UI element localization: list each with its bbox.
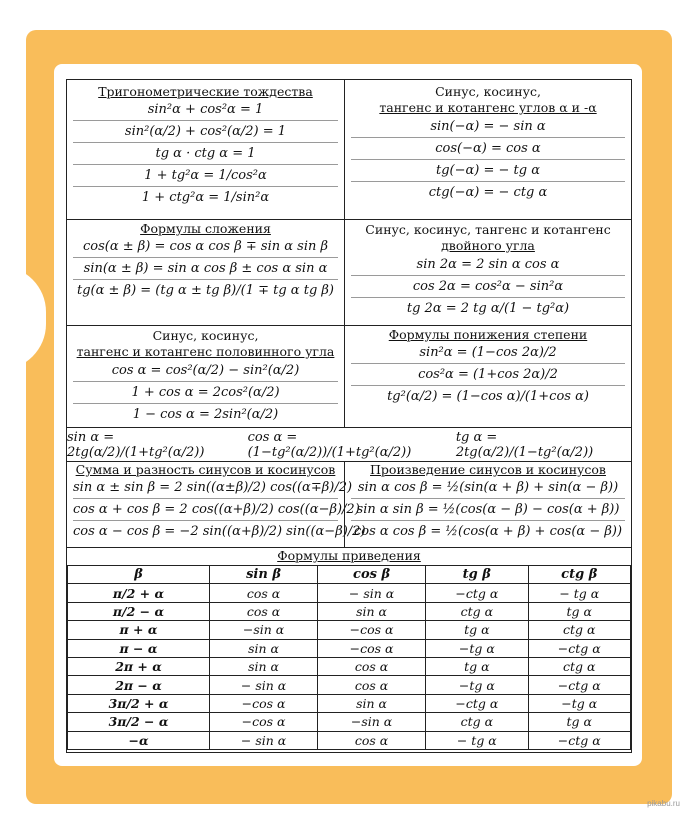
reduction-value-cell: ctg α [528,657,630,675]
reduction-value-cell: − tg α [426,731,528,749]
identities-formula: sin²α + cos²α = 1 [73,99,338,121]
identities-section [67,80,344,220]
table-row [68,694,631,712]
table-row [68,584,631,602]
sums-formula: cos α + cos β = 2 cos((α+β)/2) cos((α−β)/2) [73,499,338,521]
sums-formula: sin α ± sin β = 2 sin((α±β)/2) cos((α∓β)/2) [73,477,338,499]
products-formula: cos α cos β = ½(cos(α + β) + cos(α − β)) [353,524,623,539]
formula-sheet [66,79,632,753]
table-row [68,639,631,657]
reduction-value-cell: −ctg α [426,694,528,712]
tan-half-tg: tg α = 2tg(α/2)/(1−tg²(α/2)) [455,429,594,460]
reduction-value-cell: −ctg α [426,584,528,602]
reduction-title: Формулы приведения [277,548,421,563]
half-list [67,360,344,425]
reduction-value-cell: −tg α [528,694,630,712]
table-row [68,602,631,620]
reduction-value-cell: −ctg α [528,639,630,657]
power-list [345,342,631,407]
reduction-angle-cell: 3π/2 + α [68,694,210,712]
reduction-header-cell: ctg β [528,566,630,584]
power-formula: cos²α = (1+cos 2α)/2 [351,364,625,386]
reduction-value-cell: tg α [426,657,528,675]
power-formula: sin²α = (1−cos 2α)/2 [351,342,625,364]
power-title: Формулы понижения степени [388,327,588,342]
reduction-value-cell: sin α [318,694,426,712]
reduction-value-cell: −sin α [318,713,426,731]
table-row [68,621,631,639]
reduction-value-cell: − sin α [318,584,426,602]
negative-formula: sin(−α) = − sin α [351,116,625,138]
reduction-value-cell: −cos α [210,694,318,712]
sums-list [67,477,366,542]
sums-section [67,462,366,548]
reduction-value-cell: −tg α [426,676,528,694]
reduction-value-cell: cos α [318,676,426,694]
double-title-2: двойного угла [441,238,535,253]
reduction-table [67,565,631,750]
double-list [345,254,631,319]
identities-formula: tg α · ctg α = 1 [73,143,338,165]
reduction-angle-cell: 2π − α [68,676,210,694]
addition-formula: cos(α ± β) = cos α cos β ∓ sin α sin β [73,236,338,258]
reduction-value-cell: −ctg α [528,731,630,749]
reduction-value-cell: −ctg α [528,676,630,694]
reduction-value-cell: −tg α [426,639,528,657]
reduction-header-cell: β [68,566,210,584]
reduction-value-cell: cos α [210,584,318,602]
reduction-value-cell: tg α [528,602,630,620]
products-formula: sin α cos β = ½(sin(α + β) + sin(α − β)) [351,477,625,499]
products-title: Произведение синусов и косинусов [370,462,606,477]
reduction-value-cell: − sin α [210,731,318,749]
half-formula: cos α = cos²(α/2) − sin²(α/2) [73,360,338,382]
addition-list [67,236,344,301]
half-formula: 1 + cos α = 2cos²(α/2) [73,382,338,404]
double-formula: cos 2α = cos²α − sin²α [351,276,625,298]
negative-angle-section [344,80,631,220]
sums-title: Сумма и разность синусов и косинусов [75,462,336,477]
reduction-value-cell: tg α [528,713,630,731]
reduction-angle-cell: π/2 + α [68,584,210,602]
negative-title-1: Синус, косинус, [435,84,541,99]
half-title-1: Синус, косинус, [152,328,259,343]
reduction-value-cell: tg α [426,621,528,639]
double-angle-section [344,220,631,326]
reduction-value-cell: cos α [318,731,426,749]
reduction-value-cell: −sin α [210,621,318,639]
table-row [68,713,631,731]
double-formula: tg 2α = 2 tg α/(1 − tg²α) [406,301,570,316]
tan-half-sin: sin α = 2tg(α/2)/(1+tg²(α/2)) [67,429,205,460]
double-title-1: Синус, косинус, тангенс и котангенс [365,222,611,237]
table-row [68,676,631,694]
products-formula: sin α sin β = ½(cos(α − β) − cos(α + β)) [351,499,625,521]
reduction-value-cell: −cos α [210,713,318,731]
addition-title: Формулы сложения [140,221,271,236]
negative-formula: cos(−α) = cos α [351,138,625,160]
reduction-angle-cell: 2π + α [68,657,210,675]
sums-formula: cos α − cos β = −2 sin((α+β)/2) sin((α−β)/2) [73,524,366,539]
identities-list [67,99,344,208]
reduction-value-cell: −cos α [318,621,426,639]
tan-half-section [67,428,631,462]
identities-formula: 1 + ctg²α = 1/sin²α [141,190,270,205]
double-formula: sin 2α = 2 sin α cos α [351,254,625,276]
reduction-angle-cell: π/2 − α [68,602,210,620]
reduction-value-cell: sin α [318,602,426,620]
reduction-value-cell: −cos α [318,639,426,657]
addition-formula: sin(α ± β) = sin α cos β ± cos α sin α [73,258,338,280]
reduction-angle-cell: π − α [68,639,210,657]
reduction-value-cell: ctg α [528,621,630,639]
reduction-value-cell: cos α [318,657,426,675]
reduction-header-cell: tg β [426,566,528,584]
addition-formula: tg(α ± β) = (tg α ± tg β)/(1 ∓ tg α tg β) [77,283,334,298]
table-row [68,731,631,749]
identities-formula: 1 + tg²α = 1/cos²α [73,165,338,187]
power-formula: tg²(α/2) = (1−cos α)/(1+cos α) [387,389,589,404]
identities-formula: sin²(α/2) + cos²(α/2) = 1 [73,121,338,143]
products-list [345,477,631,542]
reduction-angle-cell: 3π/2 − α [68,713,210,731]
table-row [68,657,631,675]
reduction-value-cell: sin α [210,639,318,657]
half-angle-section [67,326,344,428]
half-formula: 1 − cos α = 2sin²(α/2) [132,407,279,422]
reduction-value-cell: cos α [210,602,318,620]
negative-formula: tg(−α) = − tg α [351,160,625,182]
reduction-value-cell: − tg α [528,584,630,602]
reduction-value-cell: sin α [210,657,318,675]
identities-title: Тригонометрические тождества [98,84,313,99]
half-title-2: тангенс и котангенс половинного угла [76,344,335,359]
products-section [344,462,631,548]
reduction-value-cell: ctg α [426,713,528,731]
negative-title-2: тангенс и котангенс углов α и -α [379,100,597,115]
reduction-header-cell: sin β [210,566,318,584]
watermark: pikabu.ru [647,799,680,808]
reduction-header-cell: cos β [318,566,426,584]
negative-formula: ctg(−α) = − ctg α [428,185,548,200]
tan-half-cos: cos α = (1−tg²(α/2))/(1+tg²(α/2)) [247,429,412,460]
reduction-value-cell: ctg α [426,602,528,620]
negative-list [345,116,631,203]
reduction-angle-cell: −α [68,731,210,749]
addition-section [67,220,344,326]
power-reduction-section [344,326,631,428]
reduction-angle-cell: π + α [68,621,210,639]
reduction-value-cell: − sin α [210,676,318,694]
